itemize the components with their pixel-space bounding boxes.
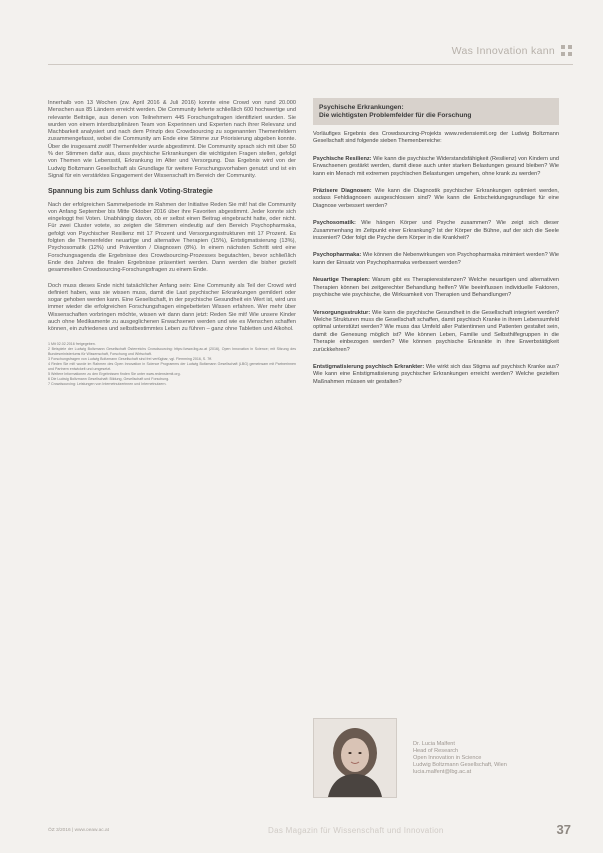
author-photo — [313, 718, 397, 798]
article-paragraph-2: Nach der erfolgreichen Sammelperiode im Rahmen der Initiative Reden Sie mit! hat die Community von Anfang September bis Mitte Oktober 2016 über ihre Favoriten abgestimmt. Jeder konnte sich eingeloggt frei Voten. Unabhängig davon, ob er selbst einen Beitrag eingebracht hatte, oder nicht. Für zwei Cluster votete, so zeigten die Stimmen eindeutig auf den Bereich Psychopharmaka, gefolgt von Psychischer Resilienz mit 17 Prozent und Versorgungsstrukturen mit 17 Prozent. Es folgten die Themenfelder neuartige und alternative Therapien (15%), Entstigmatisierung (13%), Psychosomatik (12%) und Prävention / Diagnosen (8%). In einem nächsten Schritt wird eine Forschungsagenda die Ergebnisse des Crowdsourcing-Prozesses begutachten, bevor schließlich Ende des Jahres die finalen Ergebnisse präsentiert werden. Dann werden die bisher gezielt gesammelten Crowdsourcing-Forschungsfragen zu einem Ende. — [48, 201, 296, 274]
topic-item — [313, 364, 559, 386]
article-column-left — [48, 100, 296, 387]
header-divider — [48, 64, 573, 65]
topic-text: Wie wirkt sich das Stigma auf psychisch Kranke aus? Wie kann eine Entstigmatisierung psychischer Erkrankungen erreicht werden? Welche gezielten Maßnahmen müssen wir gestalten? — [313, 363, 559, 385]
portrait-image — [314, 719, 396, 797]
topic-title: Entstigmatisierung psychisch Erkrankter: — [313, 363, 425, 370]
footnote: 5 Weitere Informationen zu den Ergebnissen finden Sie unter www.redensiemit.org. — [48, 372, 181, 377]
info-box-intro: Vorläufiges Ergebnis des Crowdsourcing-Projekts www.redensiemit.org der Ludwig Boltzmann Gesellschaft sind folgende sieben Themenbereiche: — [313, 131, 559, 145]
author-email[interactable]: lucia.malfent@lbg.ac.at — [413, 768, 472, 775]
topic-title: Präzisere Diagnosen: — [313, 188, 372, 195]
topic-item — [313, 310, 559, 354]
topic-title: Psychosomatik: — [313, 220, 356, 227]
topic-title: Psychische Resilienz: — [313, 155, 372, 162]
author-info — [413, 741, 507, 776]
topic-title: Versorgungsstruktur: — [313, 309, 371, 316]
footer-left: ÖZ 3/2016 | www.oeaw.ac.at — [48, 828, 109, 833]
footnote: 7 Crowdsourcing: Leistungen von Internetnutzerinnen und Internetnutzern. — [48, 382, 167, 387]
footnote: 1 Mit 02.02.2016 freigegeben. — [48, 341, 96, 346]
topic-text: Wie hängen Körper und Psyche zusammen? Wie zeigt sich dieser Zusammenhang im Zeitpunkt einer Erkrankung? Ist der Körper die Bühne, auf der sich die Seele inszeniert? Oder folgt die Psyche dem Körper in die Krankheit? — [313, 220, 559, 242]
info-box-title — [313, 98, 559, 125]
topic-item — [313, 156, 559, 178]
section-heading: Spannung bis zum Schluss dank Voting-Strategie — [48, 188, 213, 196]
author-name: Dr. Lucia Malfent — [413, 741, 455, 747]
article-paragraph-3: Doch muss dieses Ende nicht tatsächlicher Anfang sein: Eine Community als Teil der Crowd wird definiert haben, was sie wissen muss, damit die Last psychischer Erkrankungen gemildert oder sogar gehoben werden kann. Eine Gesellschaft, in der psychische Gesundheit ein Wert ist, wird uns immer wieder die erfolgreichen Forschungsfragen eingebetteten Wissen erfahren. Wer mehr über Wissenschaften vorbringen möchte, wissen wir dann dann jetzt: Reden Sie mit! Wie unsere Kinder auch ohne Medikamente zu ausgeglichenen Erwachsenen werden und wie es Menschen schaffen können, ein zufriedenes und selbstbestimmtes Leben zu führen – ganz ohne Tabletten und Alkohol. — [48, 282, 296, 333]
info-box — [313, 98, 559, 396]
author-role: Head of Research — [413, 747, 459, 754]
running-header: Was Innovation kann — [451, 45, 555, 57]
topic-text: Wie kann die Diagnostik psychischer Erkrankungen optimiert werden, sodass Fehldiagnosen ausgeschlossen sind? Wie kann die Entscheidungsgrundlage für eine Diagnose verbessert werden? — [313, 188, 559, 209]
topic-item — [313, 220, 559, 242]
footnote: 4 Reden Sie mit! wurde im Rahmen des Open Innovation in Science Programms der Ludwig Boltzmann Gesellschaft (LBG) gemeinsam mit Partnerinnen und Partnern entwickelt und umgesetzt. — [48, 361, 296, 372]
footnote: 6 Die Ludwig Boltzmann Gesellschaft: Bildung, Gesellschaft und Forschung. — [48, 377, 170, 382]
footnote: 3 Forschungsfragen von Ludwig Boltzmann Gesellschaft sind frei verfügbar, vgl. Flemming 2016, S. 7ff. — [48, 356, 213, 361]
topic-item — [313, 252, 559, 267]
info-box-title-line2: Die wichtigsten Problemfelder für die Forschung — [319, 112, 472, 119]
topic-text: Wie kann die psychische Widerstandsfähigkeit (Resilienz) von Kindern und Erwachsenen gestärkt werden, damit diese auch unter starken Belastungen gesund bleiben? Wie kann ein Mensch mit extremen psychischen Belastungen umgehen, ohne krank zu werden? — [313, 155, 560, 177]
footnotes — [48, 342, 296, 388]
article-paragraph-1: Innerhalb von 13 Wochen (zw. April 2016 & Juli 2016) konnte eine Crowd von rund 20.000 Menschen aus 85 Ländern erreicht werden. Die Community lieferte schließlich 600 hochwertige und relevante Beiträge, aus denen von Teilnehmern 445 Forschungsfragen identifiziert wurden. Sie wurden von einem interdisziplinären Team von Experinnen und Experten nach ihrer Relevanz und Machbarkeit analysiert und nach dem Prinzip des Crowdsourcing zu sogenannten Themenfeldern zusammengefasst, wobei die Community am Ende eine Stimme zur Priorisierung abgeben konnte. Über die insgesamt zwölf Themenfelder wurde abgestimmt. Die Community sprach sich mit über 50 % der Stimmen dafür aus, dass psychische Erkrankungen die wichtigsten Fragen stellen, gefolgt von Themen wie Lebensstil, Erkrankung im Alter und Versorgung. Das Ergebnis wird von der Ludwig Boltzmann Gesellschaft als Grundlage für weitere Forschungsvorhaben genutzt und ist ein Signal für ein verstärktes Engagement der Wissenschaft im Bereich der Community. — [48, 100, 296, 179]
topic-title: Psychopharmaka: — [313, 252, 362, 259]
topic-text: Wie kann die psychische Gesundheit in die Gesellschaft integriert werden? Welche Strukturen muss die Gesellschaft schaffen, damit psychisch Kranke in ihrem Lebensumfeld optimal unterstützt werden? Wie muss das Umfeld aller Patientinnen und Patienten gestaltet sein, damit die Genesung möglich ist? Wie können Leben, Familie und Selbsthilfegruppen in die Therapie einbezogen werden? Wie können psychische Erkrankte in ihre Erwerbstätigkeit zurückkehren? — [313, 309, 559, 353]
topic-item — [313, 188, 559, 210]
author-org: Ludwig Boltzmann Gesellschaft, Wien — [413, 761, 507, 768]
topic-text: Warum gibt es Therapieresistenzen? Welche neuartigen und alternativen Therapien können bei zeitgerechter Behandlung helfen? Wie beeinflussen individuelle Faktoren, psychische wie psychische, die Wirksamkeit von Therapien und Behandlungen? — [313, 277, 559, 299]
author-card — [313, 718, 559, 796]
info-box-title-line1: Psychische Erkrankungen: — [319, 104, 404, 111]
topic-title: Neuartige Therapien: — [313, 277, 370, 284]
author-unit: Open Innovation in Science — [413, 754, 482, 761]
page-number: 37 — [556, 822, 571, 837]
footnote: 2 Beispiele der Ludwig Boltzmann Gesellschaft Österreichs Crowdsourcing: https://www.lbg.ac.at (2016), Open Innovation in Science; mit Sitzung des Bundesministeriums für Wissenschaft, Forschung und Wirtschaft. — [48, 346, 296, 356]
topic-item — [313, 277, 559, 299]
topic-text: Wie können die Nebenwirkungen von Psychopharmaka minimiert werden? Wie kann der Einsatz von Psychopharmaka verbessert werden? — [313, 252, 559, 266]
footer-center: Das Magazin für Wissenschaft und Innovation — [268, 826, 444, 835]
header-dots-icon — [561, 45, 573, 57]
